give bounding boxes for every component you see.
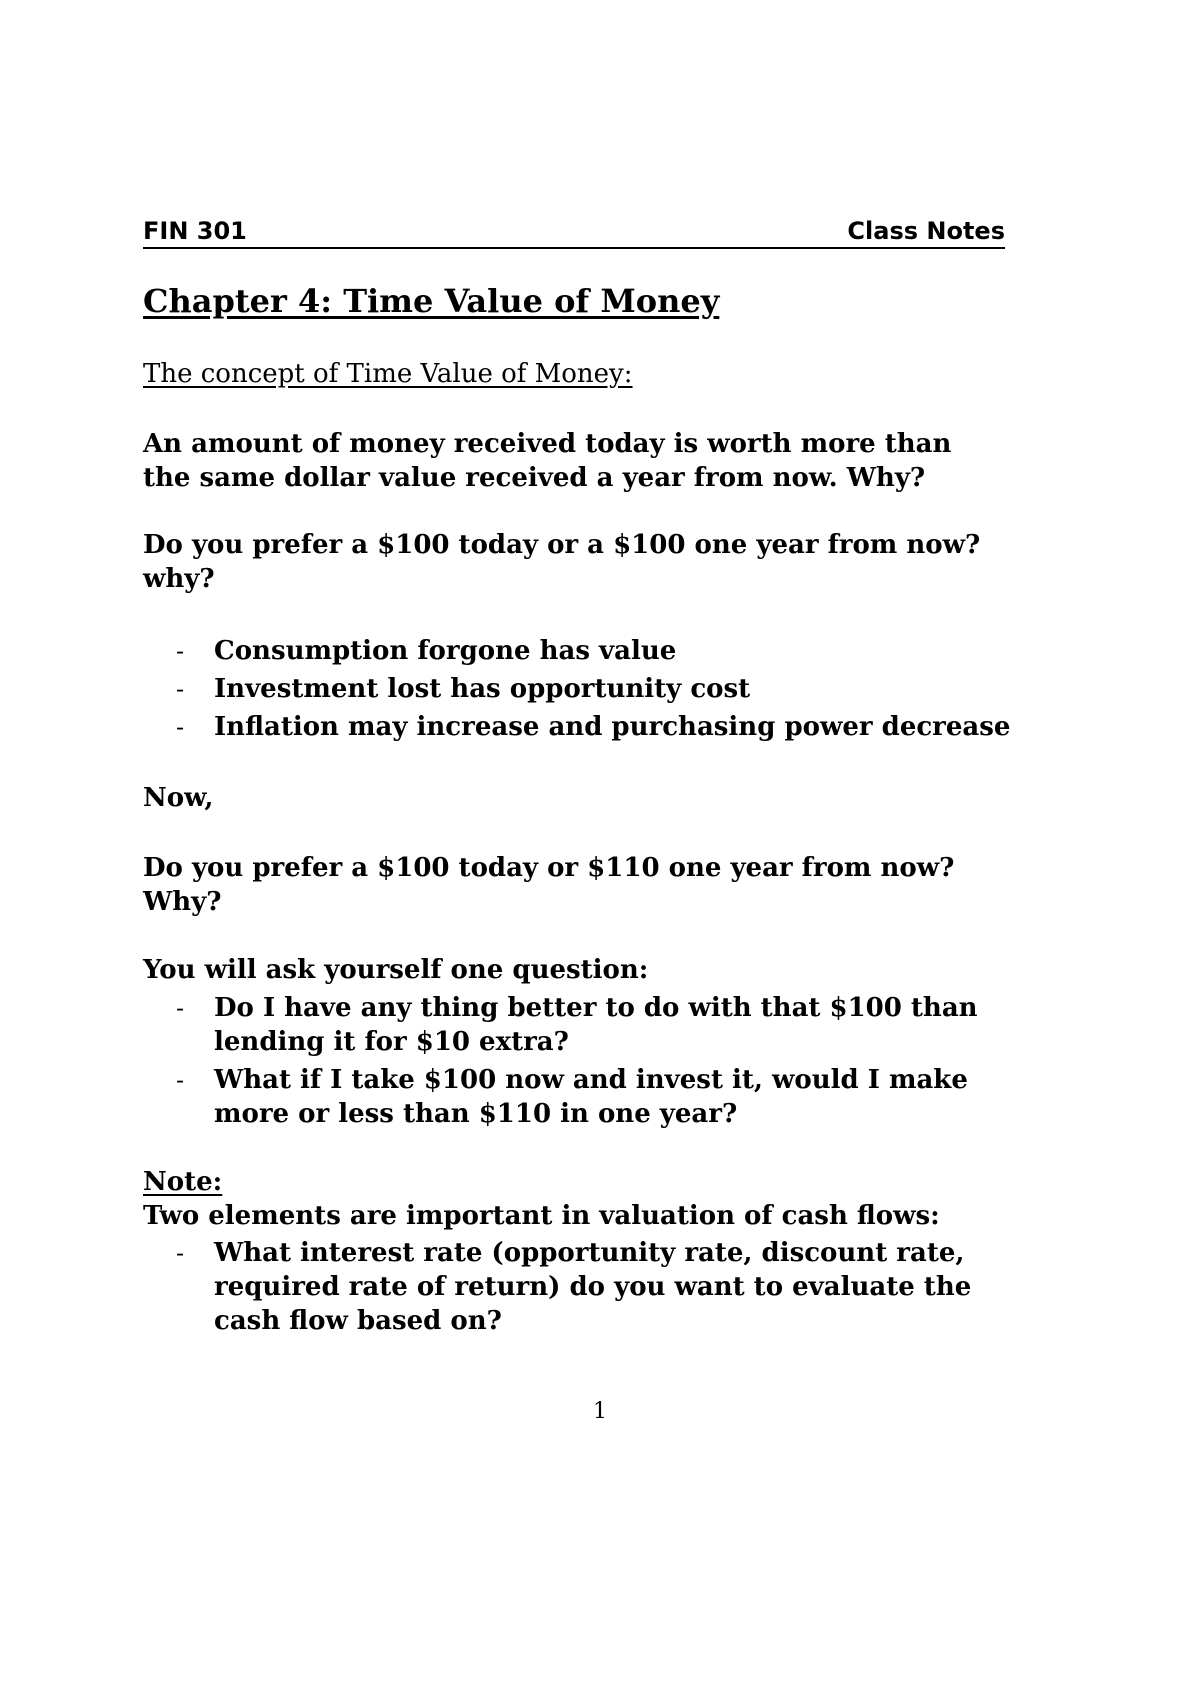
question-line: Why? xyxy=(143,887,222,917)
note-list xyxy=(143,1236,971,1338)
question-line: Do you prefer a $100 today or $110 one year from now? xyxy=(143,853,955,883)
now-text: Now, xyxy=(143,783,214,813)
header-doc-type: Class Notes xyxy=(847,217,1005,245)
intro-line: An amount of money received today is worth more than xyxy=(143,429,952,459)
note-text: Two elements are important in valuation of cash flows: xyxy=(143,1201,940,1231)
page-number: 1 xyxy=(593,1399,607,1424)
list-item xyxy=(143,710,1010,744)
page-header xyxy=(143,216,1005,249)
ask-text: You will ask yourself one question: xyxy=(143,955,649,985)
reason-text: Consumption forgone has value xyxy=(214,636,677,666)
question-line: Do you prefer a $100 today or a $100 one year from now? xyxy=(143,530,981,560)
intro-paragraph xyxy=(143,427,951,495)
bullet-marker: - xyxy=(176,994,185,1022)
ask-list xyxy=(143,991,978,1131)
list-item xyxy=(143,634,1010,668)
note-item-line: cash flow based on? xyxy=(214,1306,502,1336)
reason-text: Investment lost has opportunity cost xyxy=(214,674,751,704)
section-heading: The concept of Time Value of Money: xyxy=(143,359,633,389)
question-line: why? xyxy=(143,564,215,594)
bullet-marker: - xyxy=(176,675,185,703)
ask-item-line: Do I have any thing better to do with that $100 than xyxy=(214,993,978,1023)
question-one xyxy=(143,528,980,596)
ask-item-line: lending it for $10 extra? xyxy=(214,1027,569,1057)
chapter-title: Chapter 4: Time Value of Money xyxy=(143,282,720,320)
reasons-list xyxy=(143,634,1010,744)
bullet-marker: - xyxy=(176,637,185,665)
list-item xyxy=(143,672,1010,706)
bullet-marker: - xyxy=(176,713,185,741)
list-item xyxy=(143,1063,978,1131)
bullet-marker: - xyxy=(176,1066,185,1094)
list-item xyxy=(143,1236,971,1338)
ask-item-line: more or less than $110 in one year? xyxy=(214,1099,738,1129)
bullet-marker: - xyxy=(176,1239,185,1267)
intro-line: the same dollar value received a year from now. Why? xyxy=(143,463,926,493)
course-code: FIN 301 xyxy=(143,217,247,245)
note-item-line: required rate of return) do you want to evaluate the xyxy=(214,1272,972,1302)
note-label: Note: xyxy=(143,1167,223,1197)
list-item xyxy=(143,991,978,1059)
reason-text: Inflation may increase and purchasing power decrease xyxy=(214,712,1011,742)
question-two xyxy=(143,851,954,919)
note-item-line: What interest rate (opportunity rate, discount rate, xyxy=(214,1238,965,1268)
ask-item-line: What if I take $100 now and invest it, would I make xyxy=(214,1065,968,1095)
